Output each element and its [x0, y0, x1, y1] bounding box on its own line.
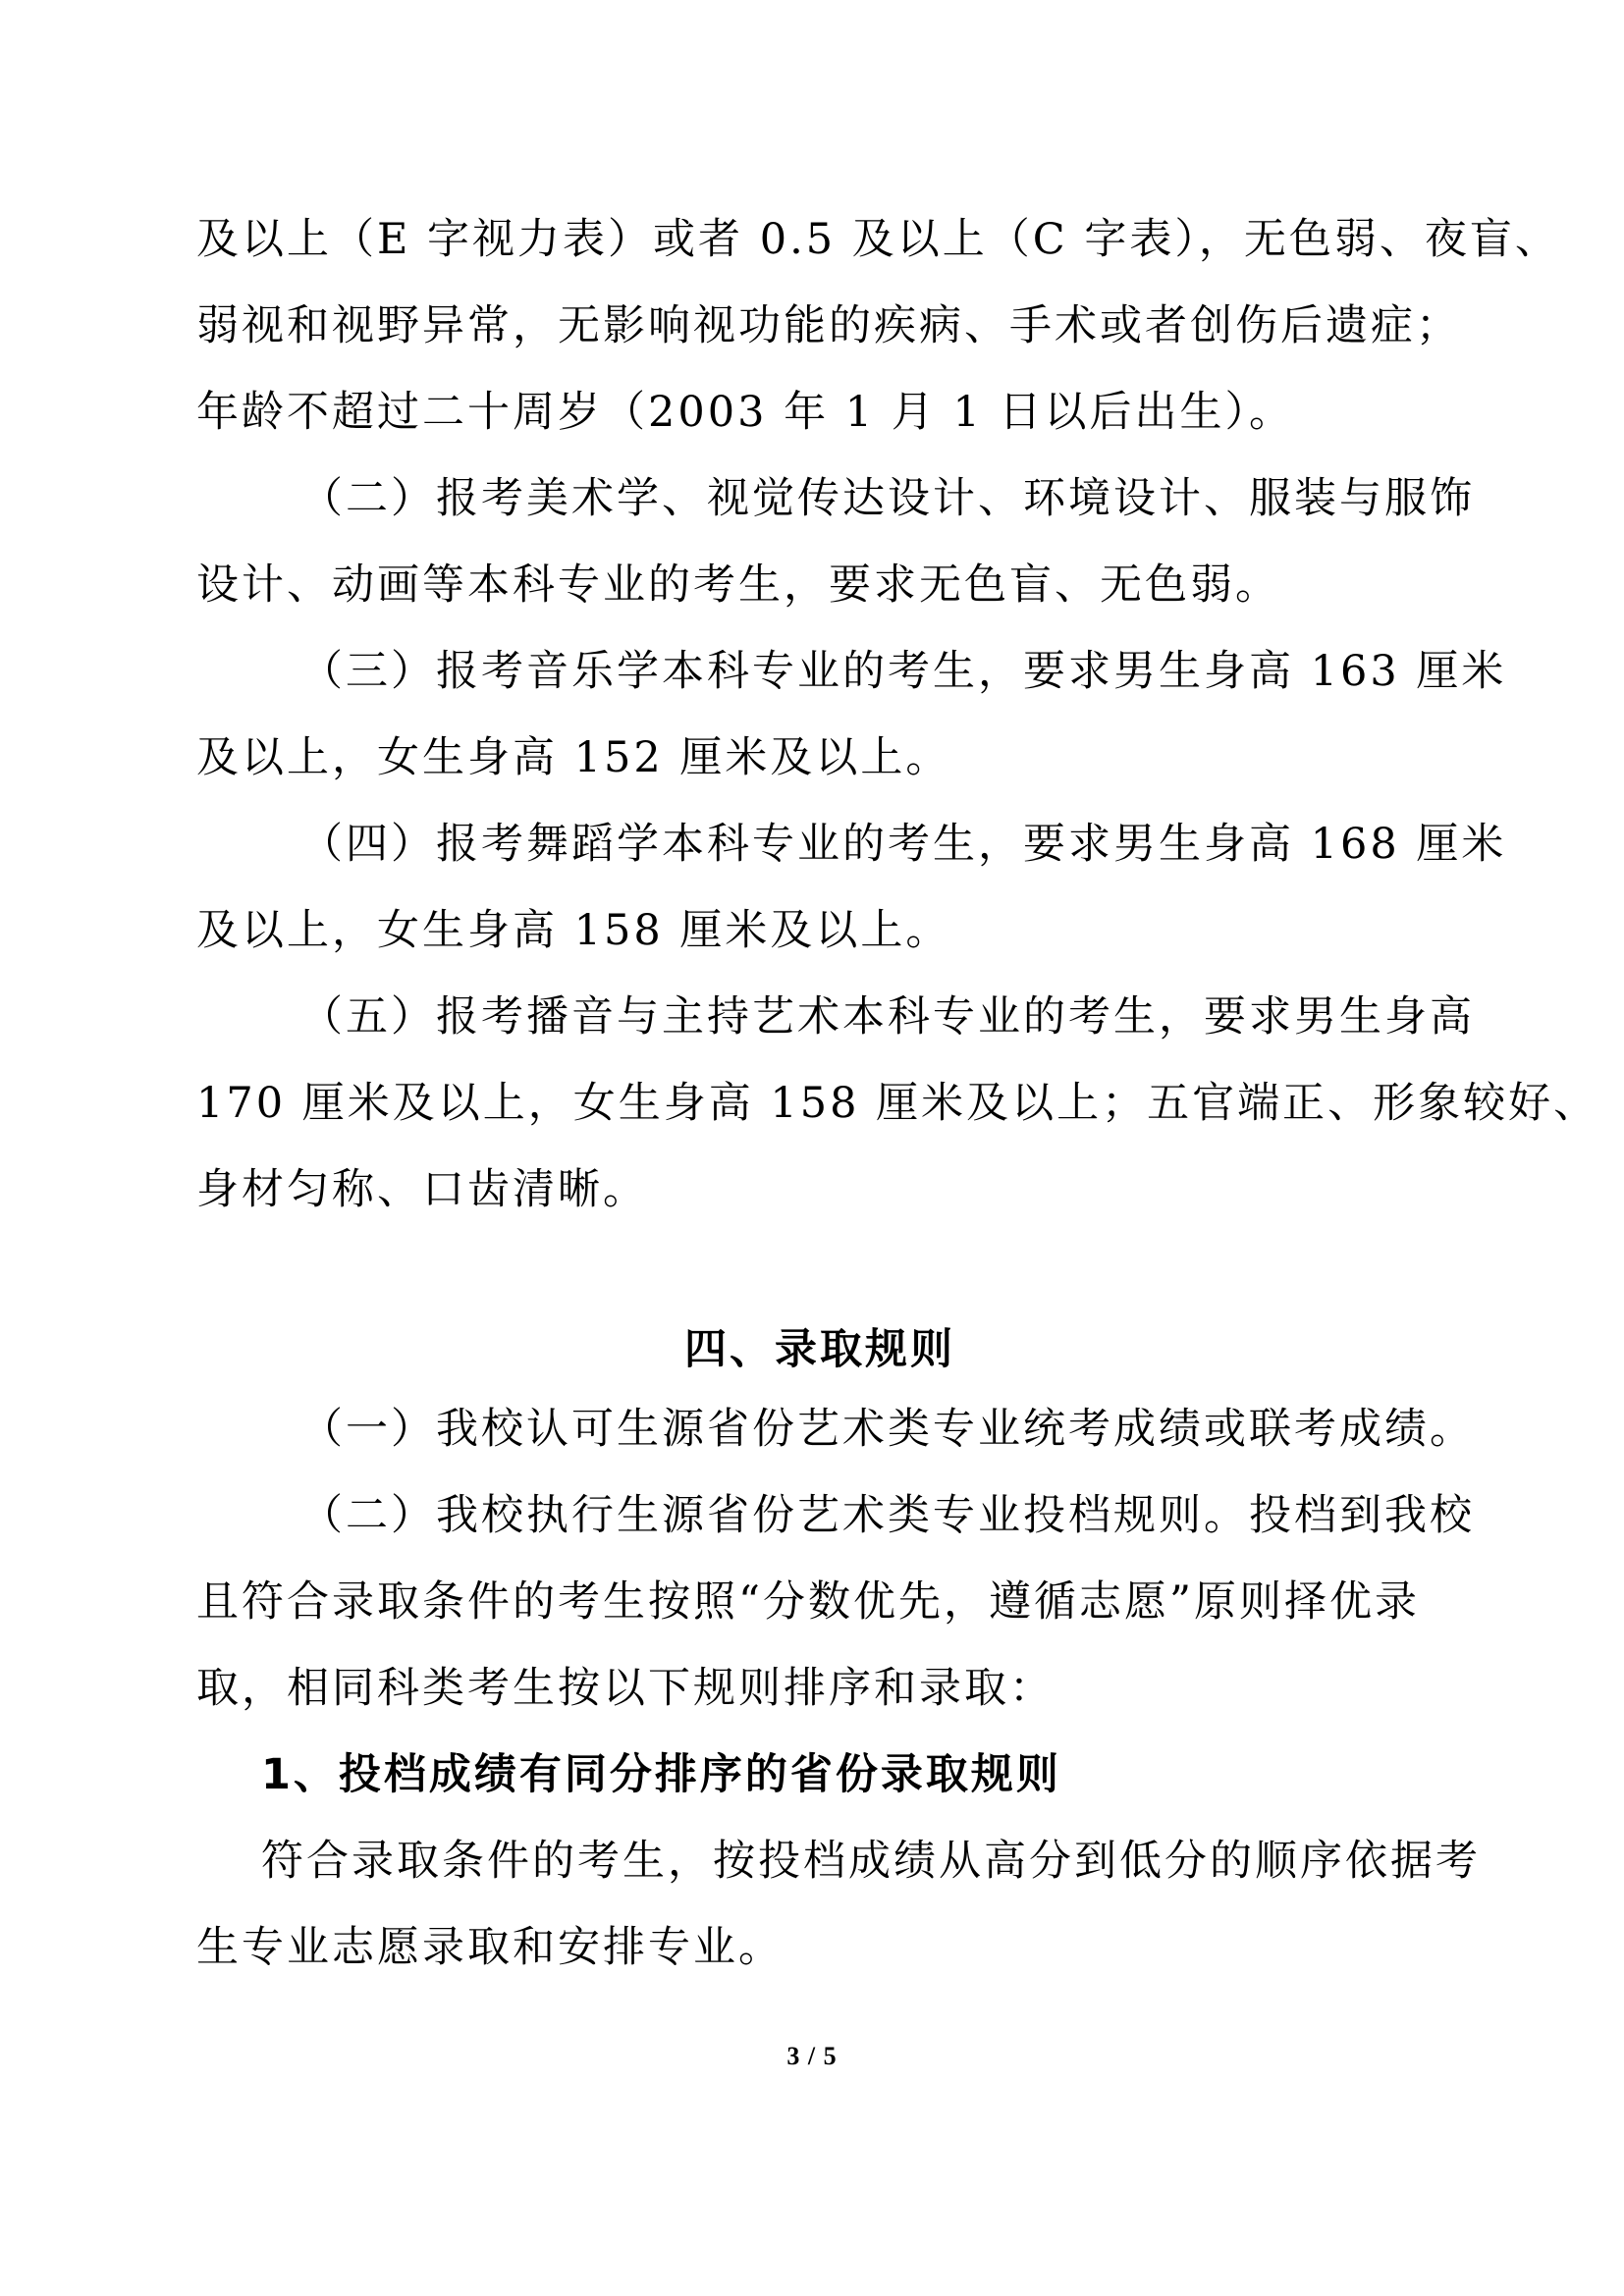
paragraph-line: （一）我校认可生源省份艺术类专业统考成绩或联考成绩。 [300, 1405, 1475, 1454]
paragraph-line: 170 厘米及以上，女生身高 158 厘米及以上；五官端正、形象较好、 [196, 1079, 1599, 1128]
paragraph-line: （五）报考播音与主持艺术本科专业的考生，要求男生身高 [300, 992, 1475, 1041]
paragraph-line: 取，相同科类考生按以下规则排序和录取： [196, 1664, 1055, 1713]
paragraph-line: （三）报考音乐学本科专业的考生，要求男生身高 163 厘米 [300, 647, 1507, 696]
paragraph-line: （二）报考美术学、视觉传达设计、环境设计、服装与服饰 [300, 474, 1475, 523]
paragraph-line: 身材匀称、口齿清晰。 [196, 1165, 648, 1214]
paragraph-line: 符合录取条件的考生，按投档成绩从高分到低分的顺序依据考 [261, 1837, 1481, 1886]
paragraph-line: 及以上（E 字视力表）或者 0.5 及以上（C 字表），无色弱、夜盲、 [196, 215, 1560, 264]
admission-rules-text [196, 1386, 1481, 1991]
paragraph-line: （二）我校执行生源省份艺术类专业投档规则。投档到我校 [300, 1491, 1475, 1540]
paragraph-line: 年龄不超过二十周岁（2003 年 1 月 1 日以后出生）。 [196, 388, 1294, 437]
section-heading: 四、录取规则 [684, 1325, 955, 1374]
paragraph-line: 及以上，女生身高 152 厘米及以上。 [196, 733, 951, 782]
paragraph-line: 生专业志愿录取和安排专业。 [196, 1923, 784, 1972]
admission-conditions-text [196, 196, 1599, 1233]
page-number: 3 / 5 [786, 2042, 838, 2070]
paragraph-line: 及以上，女生身高 158 厘米及以上。 [196, 906, 951, 955]
subsection-heading: 1、投档成绩有同分排序的省份录取规则 [261, 1750, 1061, 1799]
paragraph-line: 设计、动画等本科专业的考生，要求无色盲、无色弱。 [196, 561, 1280, 610]
paragraph-line: （四）报考舞蹈学本科专业的考生，要求男生身高 168 厘米 [300, 820, 1507, 869]
paragraph-line: 弱视和视野异常，无影响视功能的疾病、手术或者创伤后遗症； [196, 301, 1461, 350]
paragraph-line: 且符合录取条件的考生按照“分数优先，遵循志愿”原则择优录 [196, 1577, 1420, 1627]
